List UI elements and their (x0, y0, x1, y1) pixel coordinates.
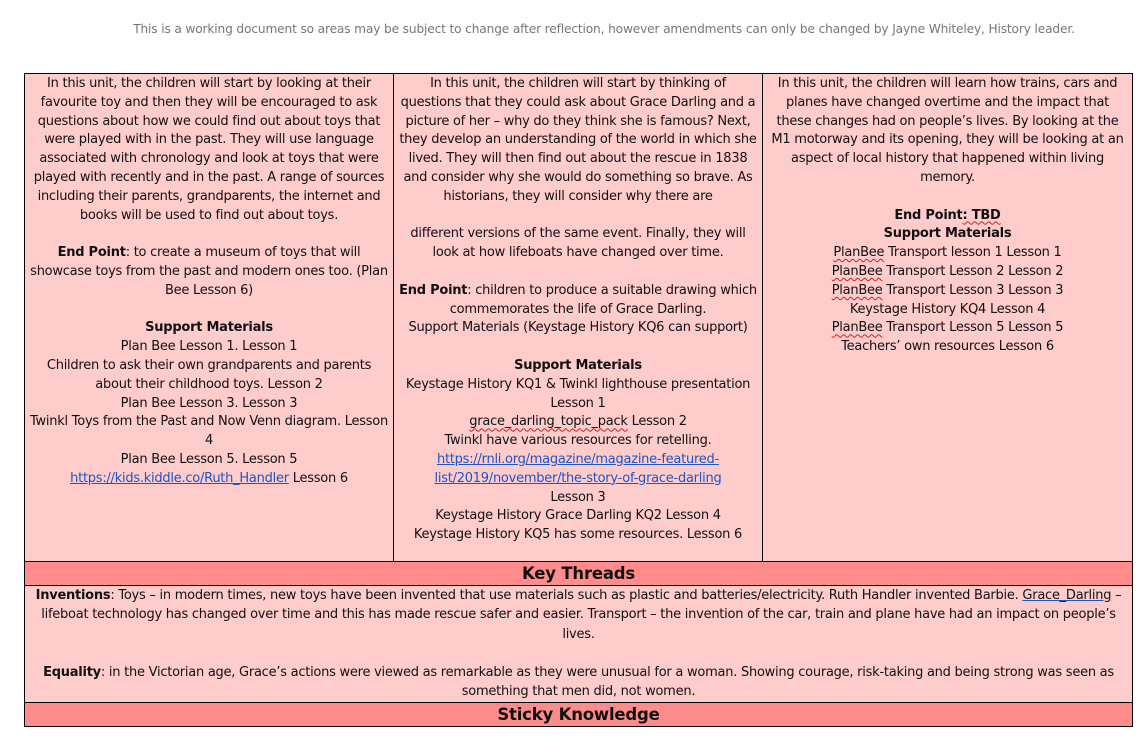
end-point-label: End Point (399, 282, 468, 298)
support-item-text: Transport Lesson 5 Lesson 5 (882, 320, 1064, 336)
sticky-knowledge-heading: Sticky Knowledge (25, 702, 1133, 726)
support-item (767, 282, 1128, 301)
units-row (25, 74, 1133, 562)
support-item-suffix: Lesson 3 (550, 489, 606, 505)
support-item: Keystage History Grace Darling KQ2 Lesson 4 (435, 508, 721, 524)
support-item-text: Transport Lesson 3 Lesson 3 (882, 282, 1064, 298)
support-item-text: Transport lesson 1 Lesson 1 (884, 245, 1062, 261)
unit-grace-darling-cell (394, 74, 763, 562)
end-point-label: End Point (894, 207, 963, 223)
end-point-text: : children to produce a suitable drawing which commemorates the life of Grace Darling. (449, 282, 757, 317)
disclaimer-note: This is a working document so areas may be subject to change after reflection, however amendments can only be changed by Jayne Whiteley, History leader. (133, 22, 1075, 36)
kiddle-ruth-handler-link[interactable]: https://kids.kiddle.co/Ruth_Handler (70, 470, 289, 486)
support-item: Plan Bee Lesson 1. Lesson 1 (120, 339, 298, 355)
support-item-text: Teachers’ own resources Lesson 6 (841, 339, 1054, 355)
unit-toys-cell (25, 74, 394, 562)
support-item: Children to ask their own grandparents and parents about their childhood toys. Lesson 2 (46, 357, 372, 392)
end-point-label: End Point (57, 245, 126, 261)
inventions-text: : Toys – in modern times, new toys have been invented that use materials such as plastic and batteries/electricity. Ruth Handler invented Barbie. (110, 588, 1023, 603)
support-materials-heading: Support Materials (514, 357, 642, 373)
support-item (29, 470, 389, 489)
support-item (767, 301, 1128, 320)
support-item-suffix: Lesson 2 (627, 414, 687, 430)
support-item-text: Keystage History KQ4 Lesson 4 (849, 301, 1046, 317)
support-item (767, 319, 1128, 338)
support-item: Plan Bee Lesson 3. Lesson 3 (120, 395, 298, 411)
support-item-suffix: Lesson 6 (288, 470, 348, 486)
unit-transport-cell (763, 74, 1133, 562)
end-point-text: : to create a museum of toys that will showcase toys from the past and modern ones too. (Plan Bee Lesson 6) (30, 245, 388, 298)
key-threads-heading: Key Threads (25, 562, 1133, 586)
support-item: Plan Bee Lesson 5. Lesson 5 (120, 451, 298, 467)
support-item (767, 263, 1128, 282)
rnli-grace-darling-link[interactable]: https://rnli.org/magazine/magazine-featured-list/2019/november/the-story-of-grace-darling (434, 451, 722, 486)
equality-thread (31, 663, 1126, 702)
unit-intro: In this unit, the children will start by thinking of questions that they could ask about Grace Darling and a picture of her – why do they think she is famous? Next, they develop an understanding of the world in which she lived. They will then find out about the rescue in 1838 and consider why she would do something so brave. As historians, they will consider why there are (399, 76, 757, 204)
spellcheck-flagged-text: PlanBee (831, 320, 883, 336)
support-item: Keystage History KQ1 & Twinkl lighthouse presentation Lesson 1 (405, 376, 751, 411)
inventions-label: Inventions (35, 588, 111, 603)
support-item (767, 338, 1128, 357)
support-materials-heading: Support Materials (145, 320, 273, 336)
end-point (398, 282, 758, 320)
inventions-text-continued: – lifeboat technology has changed over time and this has made rescue safer and easier. Transport – the invention of the car, train and plane have had an impact on people’s lives. (41, 588, 1122, 642)
spellcheck-flagged-text: PlanBee (833, 245, 885, 261)
end-point-text: : TBD (962, 207, 1001, 223)
sticky-knowledge-header-row (25, 702, 1133, 726)
equality-text: : in the Victorian age, Grace’s actions were viewed as remarkable as they were unusual for a woman. Showing courage, risk-taking and being strong was seen as something that men did, not women. (100, 665, 1114, 700)
spellcheck-flagged-text: PlanBee (831, 282, 883, 298)
spellcheck-flagged-text: PlanBee (831, 263, 883, 279)
support-materials-heading: Support Materials (883, 226, 1012, 242)
end-point-note: Support Materials (Keystage History KQ6 can support) (408, 320, 748, 336)
support-item: Twinkl have various resources for retelling. (444, 433, 712, 449)
grace-darling-link[interactable]: Grace_Darling (1022, 588, 1112, 603)
end-point (767, 207, 1128, 226)
equality-label: Equality (43, 665, 101, 681)
end-point (29, 244, 389, 300)
spellcheck-flagged-text: grace_darling_topic_pack (469, 414, 628, 430)
key-threads-header-row (25, 562, 1133, 586)
unit-intro-continued: different versions of the same event. Finally, they will look at how lifeboats have changed over time. (410, 226, 746, 261)
key-threads-body-row (25, 586, 1133, 703)
support-item-text: Transport Lesson 2 Lesson 2 (882, 263, 1064, 279)
support-item (398, 413, 758, 432)
support-item (767, 244, 1128, 263)
unit-intro: In this unit, the children will start by looking at their favourite toy and then they will be encouraged to ask questions about how we could find out about toys that were played with in the past. They will use language associated with chronology and look at toys that were played with recently and in the past. A range of sources including their parents, grandparents, the internet and books will be used to find out about toys. (33, 76, 385, 223)
support-item: Twinkl Toys from the Past and Now Venn diagram. Lesson 4 (29, 414, 388, 449)
curriculum-table (24, 73, 1133, 727)
inventions-thread (31, 586, 1126, 644)
support-item: Keystage History KQ5 has some resources. Lesson 6 (413, 527, 743, 543)
support-item (398, 451, 758, 489)
key-threads-body (25, 586, 1133, 703)
unit-intro: In this unit, the children will learn how trains, cars and planes have changed overtime and the impact that these changes had on people’s lives. By looking at the M1 motorway and its opening, they will be looking at an aspect of local history that happened within living memory. (771, 76, 1124, 185)
